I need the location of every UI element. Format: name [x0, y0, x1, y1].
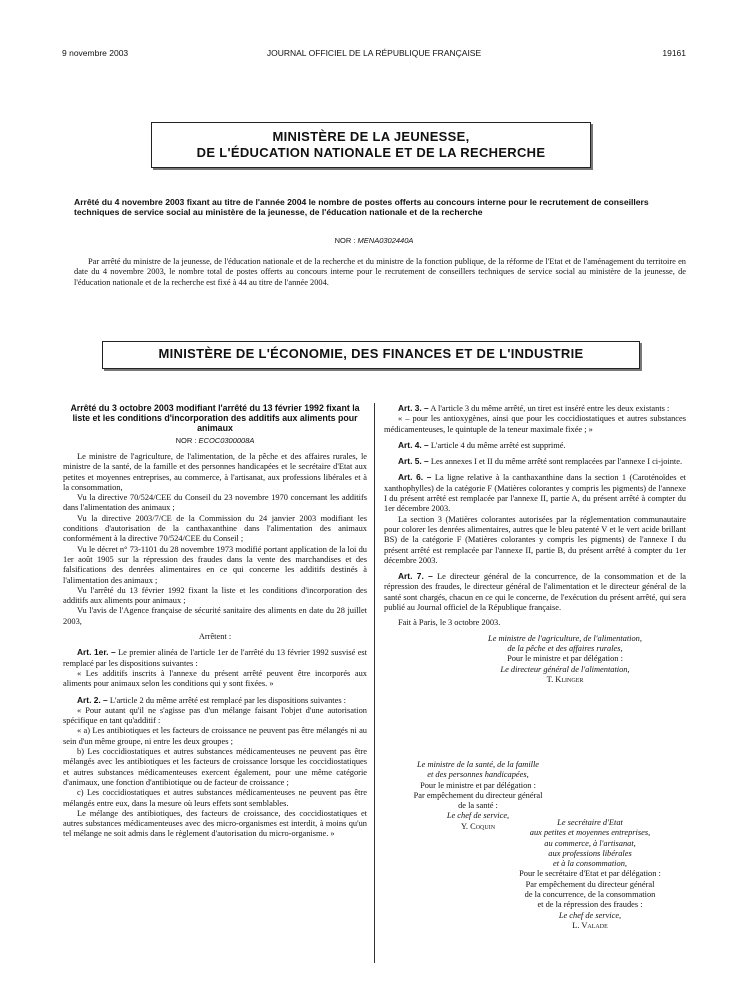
arrete-title-1: Arrêté du 4 novembre 2003 fixant au titre de l'année 2004 le nombre de postes offerts au concours interne pour le recrutement de conseillers techniques de service social au ministère de la jeunesse, de l'éducation nationale et de la recherche	[74, 197, 649, 217]
article-5: Art. 5. – Les annexes I et II du même arrêté sont remplacées par l'annexe I ci-jointe.	[398, 456, 683, 467]
article-2-para: b) Les coccidiostatiques et autres substances médicamenteuses ne peuvent pas être mélangés avec les antibiotiques et les facteurs de croissance lorsque les coccidiostatiques et autres substances médicamenteuses exercent également, pour une même catégorie d'animaux, une fonction d'antibiotique ou de facteur de croissance ;	[63, 747, 367, 787]
nor-line-1	[0, 236, 748, 245]
signatory-name: L. Valade	[572, 920, 608, 930]
nor-line-2	[63, 436, 367, 445]
article-label: Art. 4. –	[398, 439, 429, 450]
column-divider	[374, 403, 375, 963]
article-2-para: c) Les coccidiostatiques et autres substances médicamenteuses ne peuvent pas être mélangés entre eux, dans la mesure où leurs effets sont semblables.	[63, 788, 367, 808]
signatory-name: Y. Coquin	[460, 821, 496, 831]
article-2-para: « Pour autant qu'il ne s'agisse pas d'un mélange faisant l'objet d'une autorisation spécifique en tant qu'additif :	[63, 705, 367, 726]
signature-block-sante: Le ministre de la santé, de la famille et des personnes handicapées, Pour le ministre et par délégation : Par empêchement du directeur général de la santé : Le chef de service, Y. Coquin	[378, 760, 578, 832]
article-2: Art. 2. – L'article 2 du même arrêté est remplacé par les dispositions suivantes :	[77, 694, 346, 705]
visa-para: Vu le décret n° 73-1101 du 28 novembre 1973 modifié portant application de la loi du 1er août 1905 sur la répression des fraudes dans la vente des marchandises et des falsifications des denrées alimentaires en ce qui concerne les additifs destinés à l'alimentation des animaux ;	[63, 544, 367, 585]
article-label: Art. 1er. –	[77, 647, 116, 658]
arrete-body-1	[74, 257, 686, 288]
article-4: Art. 4. – L'article 4 du même arrêté est supprimé.	[398, 439, 566, 450]
article-label: Art. 6. –	[398, 472, 432, 483]
right-column	[384, 403, 686, 690]
visa-para: Vu l'arrêté du 13 février 1992 fixant la liste et les conditions d'incorporation des additifs aux aliments pour animaux ;	[63, 585, 367, 606]
article-2-para: « a) Les antibiotiques et les facteurs de croissance ne peuvent pas être mélangés ni au sein d'un même groupe, ni entre les deux groupes ;	[63, 726, 367, 746]
signature-block-agriculture: Le ministre de l'agriculture, de l'alimentation, de la pêche et des affaires rurales, Pour le ministre et par délégation : Le directeur général de l'alimentation, T. Klinger	[444, 634, 686, 685]
preamble-para: Le ministre de l'agriculture, de l'alimentation, de la pêche et des affaires rurales, le ministre de la santé, de la famille et des personnes handicapées et le secrétaire d'Etat aux petites et moyennes entreprises, au commerce, à l'artisanat, aux professions libérales et à la consommation,	[63, 452, 367, 492]
ministry-line-2: DE L'ÉDUCATION NATIONALE ET DE LA RECHERCHE	[196, 145, 546, 160]
visa-para: Vu la directive 2003/7/CE de la Commission du 24 janvier 2003 modifiant les conditions d'autorisation de la canthaxanthine dans l'alimentation des animaux conformément à la directive 70/524/CEE du Conseil ;	[63, 513, 367, 544]
visa-para: Vu la directive 70/524/CEE du Conseil du 23 novembre 1970 concernant les additifs dans l'alimentation des animaux ;	[63, 493, 367, 513]
arrete-1-text: Par arrêté du ministre de la jeunesse, de l'éducation nationale et de la recherche et du ministre de la fonction publique, de la réforme de l'Etat et de l'aménagement du territoire en date du 4 novembre 2003, le nombre total de postes offerts au concours interne pour le recrutement de conseillers techniques de service social au ministère de la jeunesse, de l'éducation nationale et de la recherche est fixé à 44 au titre de l'année 2004.	[74, 257, 686, 287]
article-label: Art. 5. –	[398, 456, 429, 467]
ministry-box-education	[151, 122, 591, 168]
article-6-para: La section 3 (Matières colorantes autorisées par la réglementation communautaire pour colorer les denrées alimentaires, autres que le bleu patenté V et le vert acide brillant BS) de la catégorie F (Matières colorantes y compris les pigments) de l'annexe I du présent arrêté est remplacée par l'annexe II, partie B, du présent arrêté à compter du 1er décembre 2003.	[384, 514, 686, 565]
header-journal: JOURNAL OFFICIEL DE LA RÉPUBLIQUE FRANÇAISE	[266, 48, 482, 58]
article-1: Art. 1er. – Le premier alinéa de l'article 1er de l'arrêté du 13 février 1992 susvisé est remplacé par les dispositions suivantes :	[63, 647, 367, 668]
article-label: Art. 2. –	[77, 694, 108, 705]
header-page-number: 19161	[662, 48, 686, 58]
article-3: Art. 3. – A l'article 3 du même arrêté, un tiret est inséré entre les deux existants :	[398, 403, 670, 413]
article-6: Art. 6. – La ligne relative à la canthaxanthine dans la section 1 (Caroténoïdes et xanthophylles) de la catégorie F (Matières colorantes y compris les pigments) de l'annexe I du présent arrêté est remplacée par l'annexe II, partie A, du présent arrêté à compter du 1er décembre 2003.	[384, 472, 686, 514]
signatory-name: T. Klinger	[546, 674, 584, 684]
signature-block-secretaire: Le secrétaire d'Etat aux petites et moyennes entreprises, au commerce, à l'artisanat, aux professions libérales et à la consommation, Pour le secrétaire d'Etat et par délégation : Par empêchement du directeur général de la concurrence, de la consommation et de la répression des fraudes : Le chef de service, L. Valade	[492, 818, 688, 931]
nor-label: NOR :	[334, 236, 356, 245]
header-date: 9 novembre 2003	[62, 48, 129, 58]
nor-code: MENA0302440A	[357, 236, 414, 245]
article-label: Art. 3. –	[398, 403, 429, 413]
fait-a-paris: Fait à Paris, le 3 octobre 2003.	[398, 618, 501, 628]
article-7: Art. 7. – Le directeur général de la concurrence, de la consommation et de la répression des fraudes, le directeur général de l'alimentation et le directeur général de la santé sont chargés, chacun en ce qui le concerne, de l'exécution du présent arrêté, qui sera publié au Journal officiel de la République française.	[384, 571, 687, 613]
arrete-title-2: Arrêté du 3 octobre 2003 modifiant l'arrêté du 13 février 1992 fixant la liste et les conditions d'incorporation des additifs aux aliments pour animaux	[70, 403, 360, 433]
left-column	[63, 403, 367, 840]
ministry-line: MINISTÈRE DE L'ÉCONOMIE, DES FINANCES ET DE L'INDUSTRIE	[158, 346, 584, 361]
arretent: Arrêtent :	[198, 632, 232, 642]
article-2-para: Le mélange des antibiotiques, des facteurs de croissance, des coccidiostatiques et autres substances médicamenteuses avec des micro-organismes est interdit, à moins qu'un tel mélange ne soit admis dans le règlement d'autorisation du micro-organisme. »	[63, 808, 367, 839]
article-1-quote: « Les additifs inscrits à l'annexe du présent arrêté peuvent être incorporés aux aliments pour animaux selon les conditions qui y sont fixées. »	[63, 668, 367, 689]
ministry-line-1: MINISTÈRE DE LA JEUNESSE,	[272, 129, 470, 144]
ministry-box-economie	[102, 341, 640, 369]
article-label: Art. 7. –	[398, 571, 433, 582]
nor-label: NOR :	[175, 436, 197, 445]
nor-code: ECOC0300008A	[198, 436, 255, 445]
visa-para: Vu l'avis de l'Agence française de sécurité sanitaire des aliments en date du 28 juillet 2003,	[63, 606, 367, 626]
article-3-quote: « – pour les antioxygènes, ainsi que pour les coccidiostatiques et autres substances médicamenteuses, le quintuple de la teneur maximale fixée ; »	[384, 414, 686, 434]
